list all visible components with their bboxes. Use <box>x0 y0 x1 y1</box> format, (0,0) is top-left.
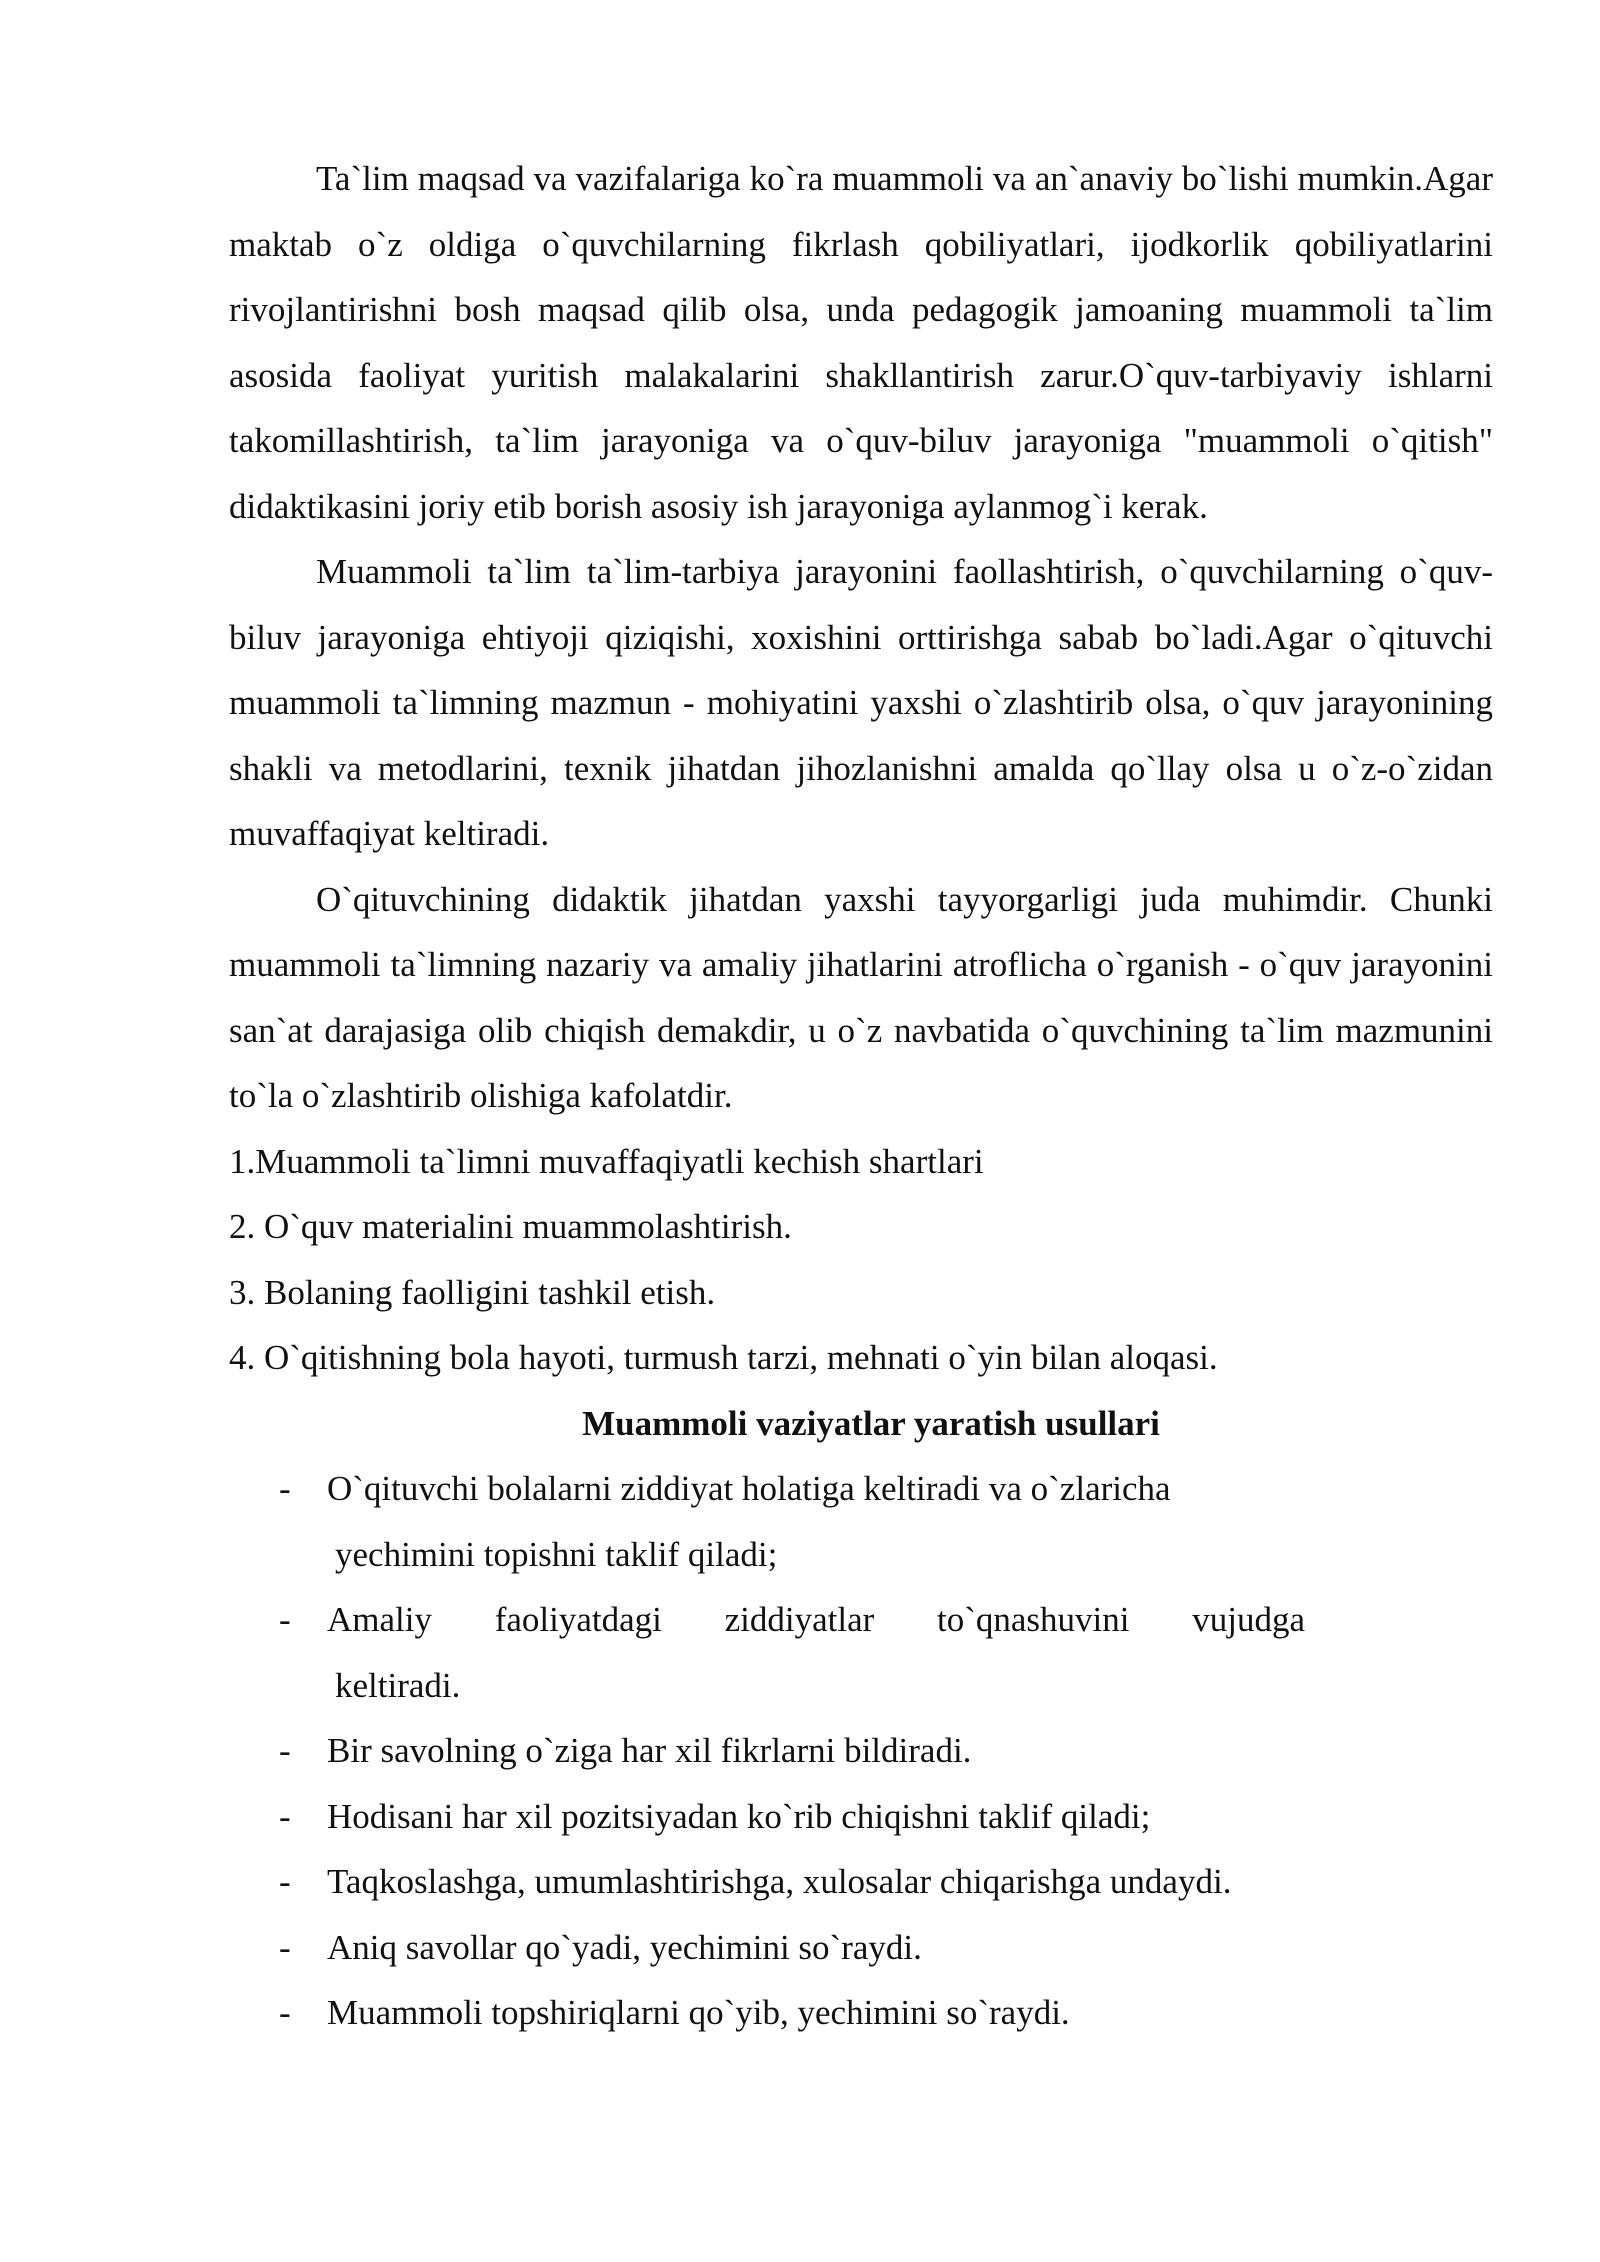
dash-bullet: - <box>279 1731 291 1770</box>
numbered-list-item: 4. O`qitishning bola hayoti, turmush tarzi, mehnati o`yin bilan aloqasi. <box>229 1338 1218 1377</box>
paragraph: Ta`lim maqsad va vazifalariga ko`ra muammoli va an`anaviy bo`lishi mumkin.Agar maktab o`z oldiga o`quvchilarning fikrlash qobiliyatlari, ijodkorlik qobiliyatlarini rivojlantirishni bosh maqsad qilib olsa, unda pedagogik jamoaning muammoli ta`lim asosida faoliyat yuritish malakalarini shakllantirish zarur.O`quv-tarbiyaviy ishlarni takomillashtirish, ta`lim jarayoniga va o`quv-biluv jarayoniga "muammoli o`qitish" didaktikasini joriy etib borish asosiy ish jarayoniga aylanmog`i kerak. <box>229 159 1493 526</box>
dash-list-item <box>229 1915 1493 1981</box>
dash-list-item <box>229 1980 1493 2046</box>
dash-list-item <box>229 1456 1493 1587</box>
dash-bullet: - <box>279 1927 291 1967</box>
dash-list-item-text: O`qituvchi bolalarni ziddiyat holatiga keltiradi va o`zlaricha <box>327 1469 1171 1508</box>
dash-list <box>229 1456 1493 2046</box>
paragraph: O`qituvchining didaktik jihatdan yaxshi tayyorgarligi juda muhimdir. Chunki muammoli ta`limning nazariy va amaliy jihatlarini atroflicha o`rganish - o`quv jarayonini san`at darajasiga olib chiqish demakdir, u o`z navbatida o`quvchining ta`lim mazmunini to`la o`zlashtirib olishiga kafolatdir. <box>229 879 1493 1115</box>
dash-list-item-text: Amaliy faoliyatdagi ziddiyatlar to`qnashuvini vujudga <box>327 1600 1305 1639</box>
dash-list-item-text: Muammoli topshiriqlarni qo`yib, yechimini so`raydi. <box>327 1993 1070 2032</box>
dash-bullet: - <box>279 1796 291 1836</box>
dash-bullet: - <box>279 1600 291 1639</box>
dash-list-item-text: Bir savolning o`ziga har xil fikrlarni bildiradi. <box>327 1731 972 1770</box>
dash-bullet: - <box>279 1993 291 2032</box>
dash-list-item-text: Aniq savollar qo`yadi, yechimini so`raydi. <box>327 1927 922 1967</box>
numbered-list <box>229 1129 1493 1391</box>
numbered-list-item: 2. O`quv materialini muammolashtirish. <box>229 1207 792 1246</box>
paragraph: Muammoli ta`lim ta`lim-tarbiya jarayonini faollashtirish, o`quvchilarning o`quv-biluv jarayoniga ehtiyoji qiziqishi, xoxishini orttirishga sabab bo`ladi.Agar o`qituvchi muammoli ta`limning mazmun - mohiyatini yaxshi o`zlashtirib olsa, o`quv jarayonining shakli va metodlarini, texnik jihatdan jihozlanishni amalda qo`llay olsa u o`z-o`zidan muvaffaqiyat keltiradi. <box>229 552 1493 853</box>
numbered-list-item: 3. Bolaning faolligini tashkil etish. <box>229 1272 716 1312</box>
dash-bullet: - <box>279 1862 291 1901</box>
section-heading: Muammoli vaziyatlar yaratish usullari <box>582 1403 1160 1443</box>
dash-list-item-text: Hodisani har xil pozitsiyadan ko`rib chiqishni taklif qiladi; <box>327 1796 1151 1836</box>
dash-bullet: - <box>279 1469 291 1508</box>
document-page <box>229 146 1493 2046</box>
dash-list-item-continuation: keltiradi. <box>335 1665 461 1705</box>
dash-list-item <box>229 1718 1493 1784</box>
dash-list-item-text: Taqkoslashga, umumlashtirishga, xulosalar chiqarishga undaydi. <box>327 1862 1232 1901</box>
dash-list-item-continuation: yechimini topishni taklif qiladi; <box>335 1534 778 1574</box>
dash-list-item <box>229 1587 1493 1718</box>
dash-list-item <box>229 1784 1493 1850</box>
dash-list-item <box>229 1849 1493 1915</box>
numbered-list-item: 1.Muammoli ta`limni muvaffaqiyatli kechish shartlari <box>229 1141 984 1181</box>
